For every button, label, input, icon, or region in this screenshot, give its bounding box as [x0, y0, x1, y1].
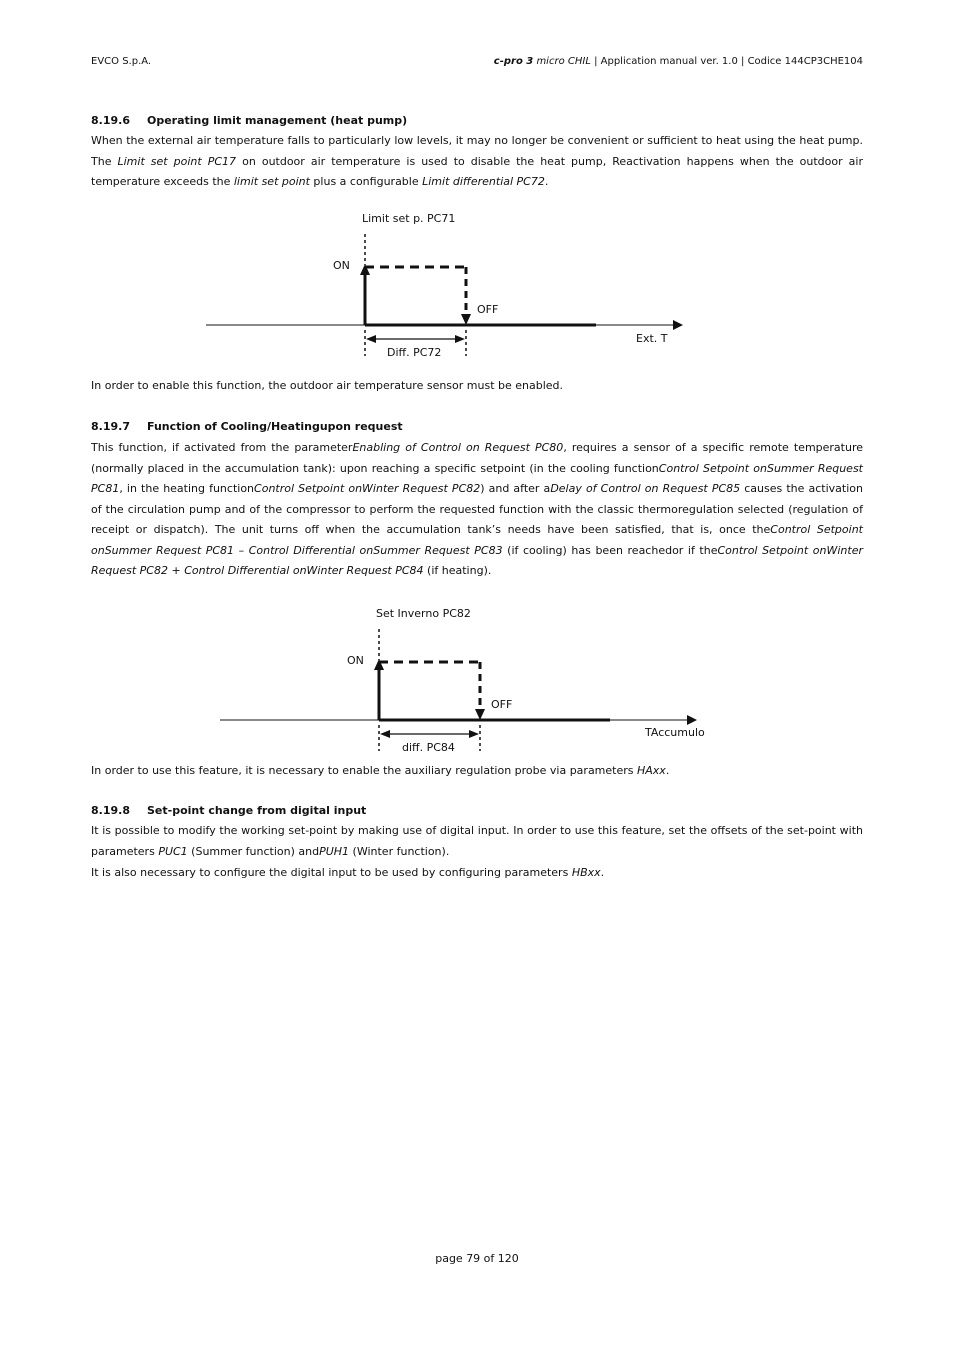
text-run: (if heating). — [423, 564, 492, 577]
section-1-note: In order to enable this function, the outdoor air temperature sensor must be enabled. — [91, 379, 564, 392]
italic-text-run: Limit set point PC17 — [117, 154, 237, 168]
section-number: 8.19.6 — [91, 114, 130, 127]
text-run: In order to use this feature, it is necessary to enable the auxiliary regulation probe via parameters — [91, 764, 637, 777]
text-run: , requires a sensor of a specific remote temperature (normally placed in the accumulation tank): upon reaching a specific setpoint (in the cooling function — [91, 441, 864, 475]
text-run: on outdoor air temperature is used to disable the heat pump, Reactivation happens when the outdoor air temperature exceeds the — [91, 154, 863, 188]
italic-text-run: PUC1 — [158, 844, 188, 858]
page-number: page 79 of 120 — [435, 1252, 519, 1265]
italic-text-run: HAxx — [637, 764, 666, 777]
header-company: EVCO S.p.A. — [91, 56, 152, 67]
italic-text-run: Limit differential PC72 — [422, 175, 545, 188]
header-manual-info: | Application manual ver. 1.0 | Codice 144CP3CHE104 — [590, 56, 863, 67]
section-title: Set-point change from digital input — [147, 804, 367, 817]
text-run: It is possible to modify the working set-point by making use of digital input. In order to use this feature, set the offsets of the set-point with parameters — [91, 824, 863, 858]
setpoint-label: Limit set p. PC71 — [362, 212, 456, 225]
italic-text-run: HBxx — [571, 866, 601, 879]
text-run: ) and after a — [480, 482, 551, 495]
diff-label: Diff. PC72 — [387, 346, 442, 359]
axis-label: Ext. T — [636, 332, 668, 345]
text-run: (Winter function). — [349, 844, 450, 858]
off-label: OFF — [491, 698, 513, 711]
x-axis-arrowhead — [687, 715, 697, 725]
section-number: 8.19.7 — [91, 420, 130, 433]
setpoint-label: Set Inverno PC82 — [376, 607, 471, 620]
italic-text-run: Delay of Control on Request PC85 — [550, 482, 741, 495]
text-run: . — [544, 175, 549, 188]
italic-text-run: Enabling of Control on Request PC80 — [352, 441, 564, 454]
italic-text-run: Control Setpoint onSummer Request PC81 — [91, 461, 863, 495]
text-run: . — [600, 866, 605, 879]
diff-label: diff. PC84 — [402, 741, 455, 754]
section-title: Operating limit management (heat pump) — [147, 114, 408, 127]
italic-text-run: Control Setpoint onSummer Request PC81 – Control Differential onSummer Request PC83 — [91, 523, 863, 557]
on-label: ON — [347, 654, 364, 667]
text-run: , in the heating function — [119, 482, 255, 495]
section-3-paragraph — [91, 821, 863, 862]
section-3-note — [91, 866, 604, 879]
diff-arrowhead-right — [469, 730, 479, 738]
diff-arrowhead-left — [380, 730, 390, 738]
text-run: It is also necessary to configure the digital input to be used by configuring parameters — [91, 866, 572, 879]
section-title: Function of Cooling/Heatingupon request — [147, 420, 403, 433]
italic-text-run: limit set point — [233, 175, 310, 188]
text-run: plus a configurable — [309, 175, 423, 188]
off-label: OFF — [477, 303, 499, 316]
axis-label: TAccumulo — [645, 726, 705, 739]
section-heading-8-19-8 — [91, 804, 366, 817]
section-2-note — [91, 764, 669, 777]
text-run: causes the activation of the circulation pump and of the compressor to perform the requested function with the classic thermoregulation selected (regulation of receipt or dispatch). The unit turns off when the accumulation tank’s needs have been satisfied, that is, once the — [91, 482, 863, 536]
section-number: 8.19.8 — [91, 804, 130, 817]
text-run: . — [665, 764, 670, 777]
on-label: ON — [333, 259, 350, 272]
text-run: (Summer function) and — [187, 844, 320, 858]
header-product-name: c-pro 3 — [493, 56, 534, 67]
italic-text-run: Control Setpoint onWinter Request PC82 + Control Differential onWinter Request PC84 — [91, 543, 863, 577]
text-run: When the external air temperature falls to particularly low levels, it may no longer be convenient or sufficient to heat using the heat pump. The — [91, 134, 863, 168]
header-product-variant: micro CHIL — [533, 56, 591, 67]
text-run: (if cooling) has been reachedor if the — [502, 543, 718, 557]
switch-off-arrowhead — [475, 709, 485, 720]
italic-text-run: Control Setpoint onWinter Request PC82 — [254, 482, 481, 495]
italic-text-run: PUH1 — [319, 844, 350, 858]
text-run: This function, if activated from the parameter — [91, 441, 353, 454]
